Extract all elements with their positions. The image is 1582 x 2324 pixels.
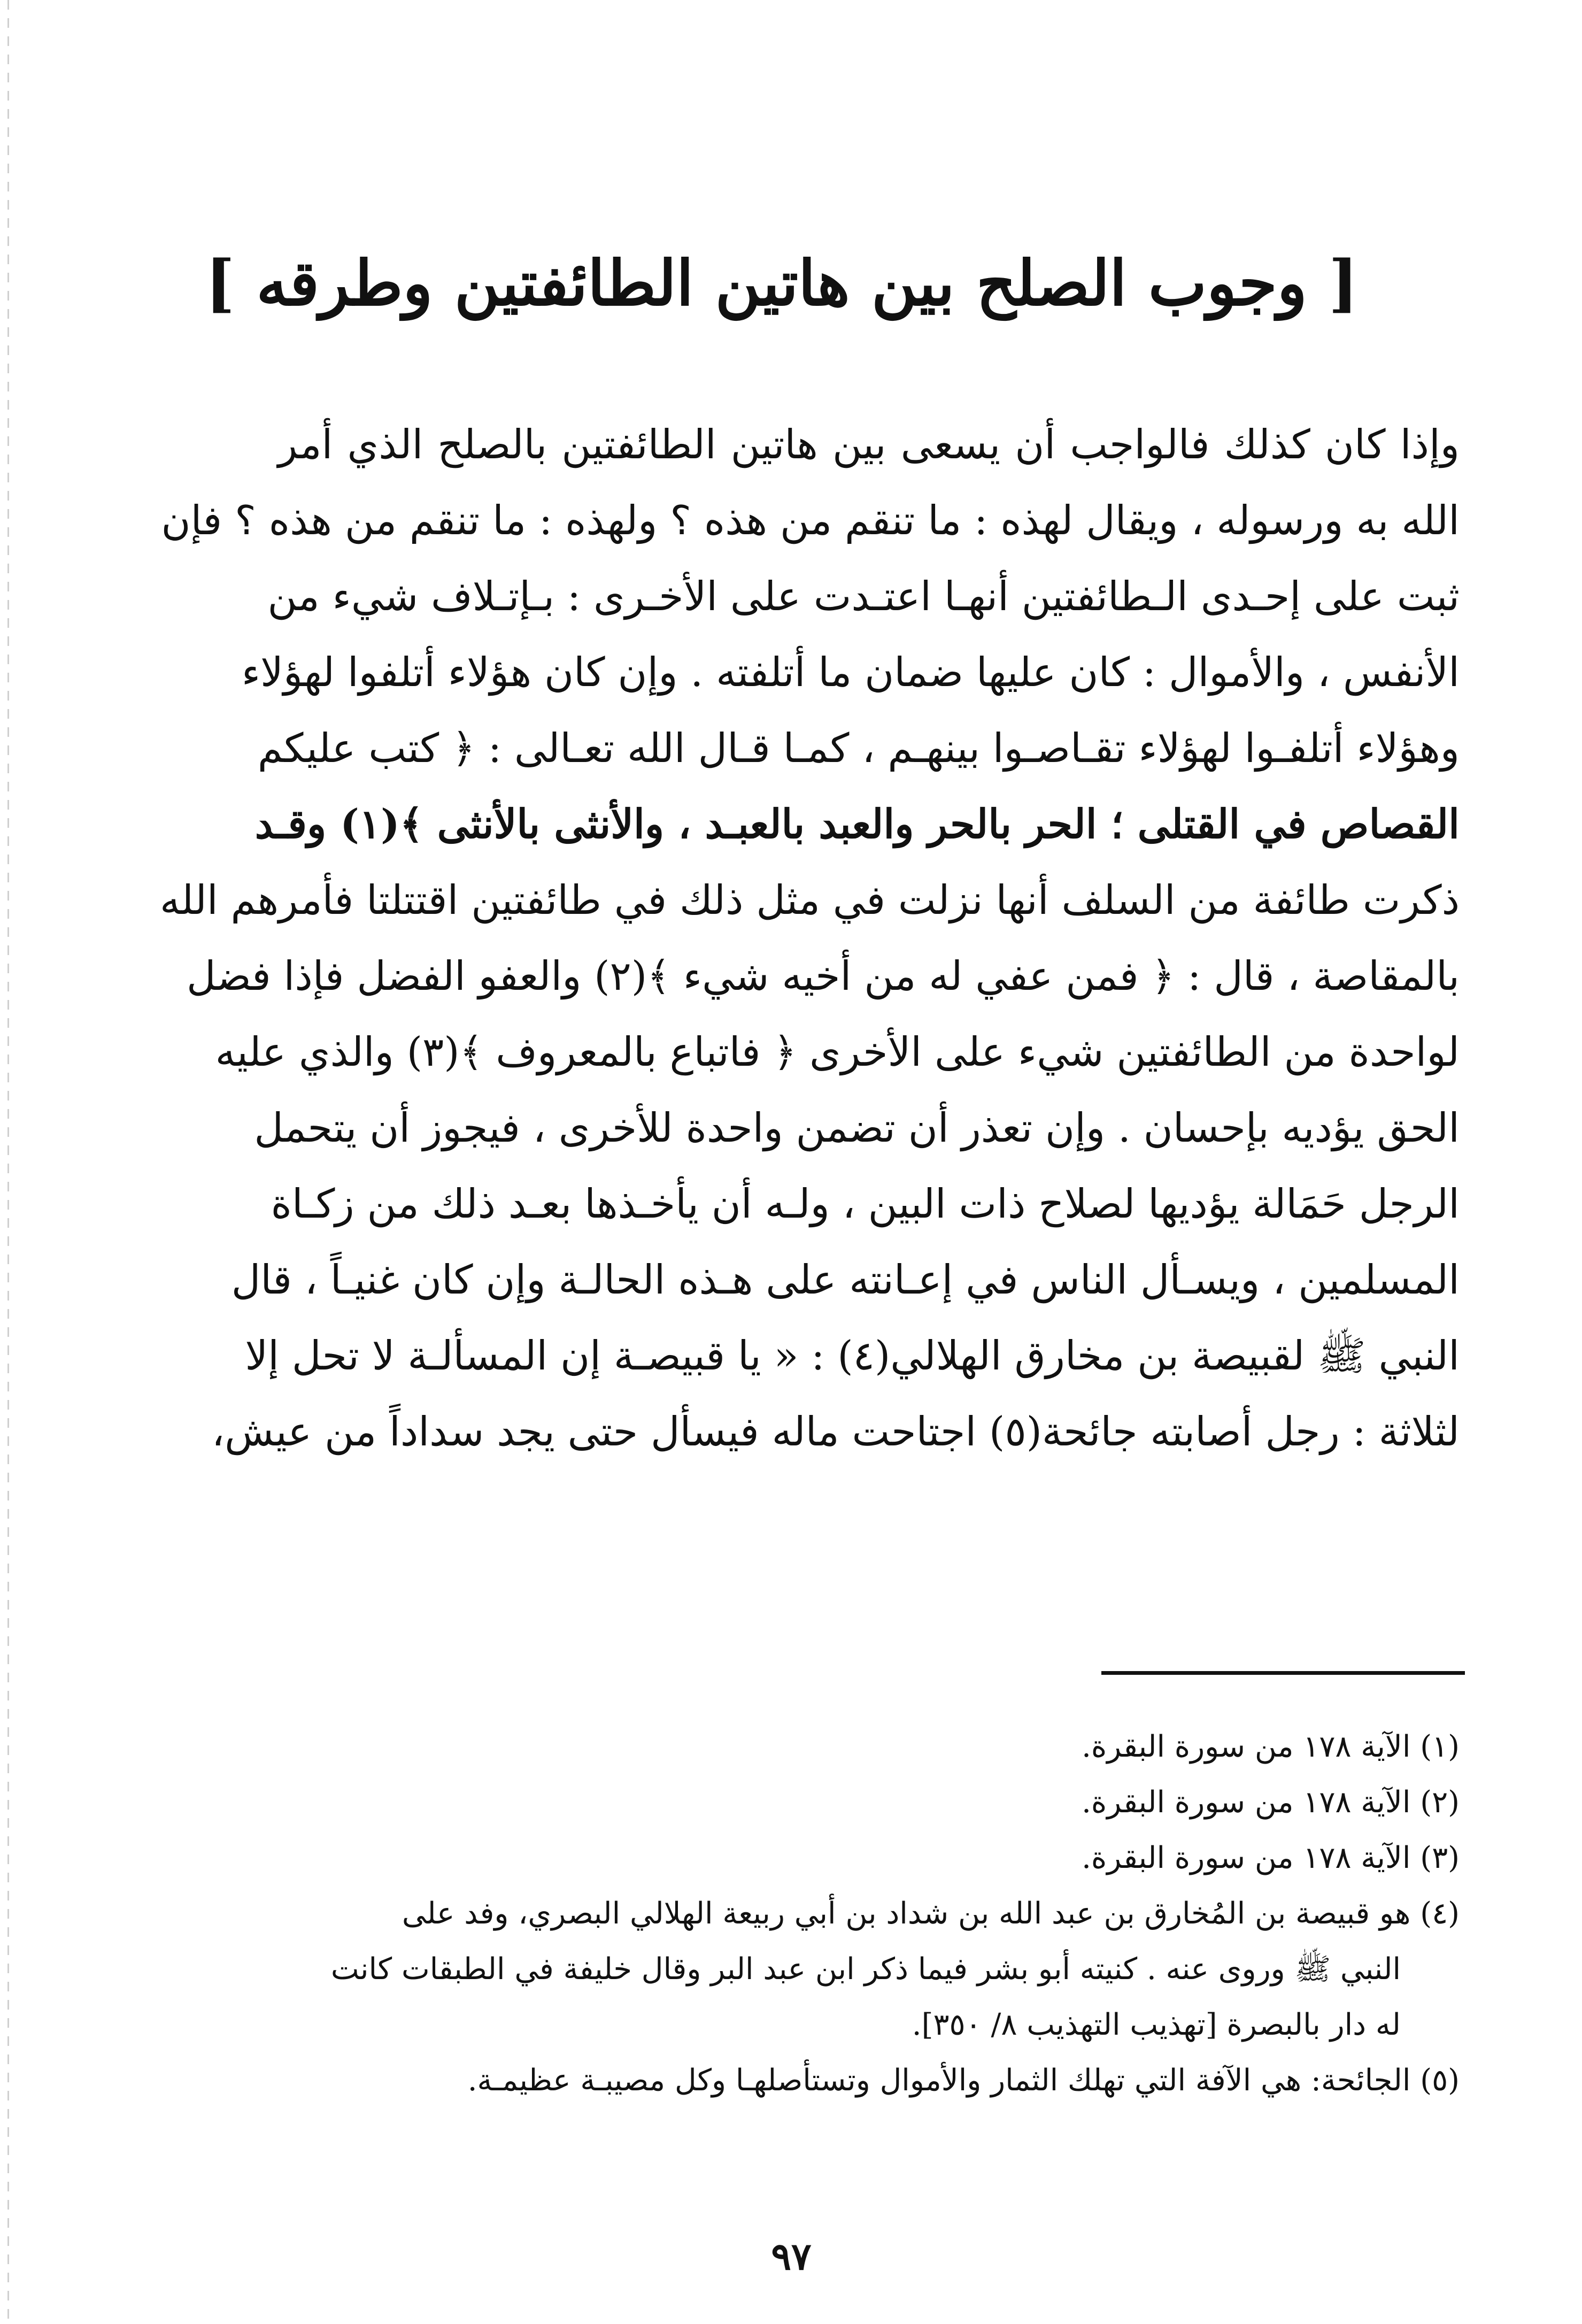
body-line-1: وإذا كان كذلك فالواجب أن يسعى بين هاتين الطائفتين بالصلح الذي أمر [278,421,1460,468]
footnote-3: (٣) الآية ١٧٨ من سورة البقرة. [1082,1841,1460,1875]
footnotes [278,1719,1460,2108]
body-line-7: ذكرت طائفة من السلف أنها نزلت في مثل ذلك في طائفتين اقتتلتا فأمرهم الله [159,876,1460,924]
body-line-4: الأنفس ، والأموال : كان عليها ضمان ما أتلفته . وإن كان هؤلاء أتلفوا لهؤلاء [241,649,1460,696]
body-line-13: النبي ﷺ لقبيصة بن مخارق الهلالي(٤) : « يا قبيصـة إن المسألـة لا تحل إلا [245,1332,1460,1379]
footnote-4-line-1: (٤) هو قبيصة بن المُخارق بن عبد الله بن شداد بن أبي ربيعة الهلالي البصري، وفد على [402,1896,1460,1931]
body-line-3: ثبت على إحـدى الـطائفتين أنهـا اعتـدت على الأخـرى : بـإتـلاف شيء من [267,573,1460,620]
footnote-2: (٢) الآية ١٧٨ من سورة البقرة. [1082,1785,1460,1820]
body-line-9: لواحدة من الطائفتين شيء على الأخرى ﴿ فاتباع بالمعروف ﴾(٣) والذي عليه [215,1028,1460,1075]
page-number: ٩٧ [771,2234,812,2279]
scan-binding-edge [7,0,9,2324]
footnote-5: (٥) الجائحة: هي الآفة التي تهلك الثمار والأموال وتستأصلهـا وكل مصيبـة عظيمـة. [467,2063,1460,2098]
body-line-10: الحق يؤديه بإحسان . وإن تعذر أن تضمن واحدة للأخرى ، فيجوز أن يتحمل [254,1104,1460,1151]
body-line-11: الرجل حَمَالة يؤديها لصلاح ذات البين ، ولـه أن يأخـذها بعـد ذلك من زكـاة [271,1180,1460,1227]
footnote-4 [278,1886,1460,2053]
footnote-separator [1101,1671,1465,1675]
body-line-8: بالمقاصة ، قال : ﴿ فمن عفي له من أخيه شيء ﴾(٢) والعفو الفضل فإذا فضل [187,952,1460,999]
section-heading: [ وجوب الصلح بين هاتين الطائفتين وطرقه ] [205,247,1358,320]
body-paragraph [159,406,1460,1469]
body-line-2: الله به ورسوله ، ويقال لهذه : ما تنقم من هذه ؟ ولهذه : ما تنقم من هذه ؟ فإن [161,497,1460,544]
footnote-1: (١) الآية ١٧٨ من سورة البقرة. [1082,1729,1460,1764]
footnote-4-line-2: النبي ﷺ وروى عنه . كنيته أبو بشر فيما ذكر ابن عبد البر وقال خليفة في الطبقات كانت [330,1952,1401,1987]
body-line-6: القصاص في القتلى ؛ الحر بالحر والعبد بالعبـد ، والأنثى بالأنثى ﴾(١) وقـد [254,801,1460,848]
footnote-4-line-3: له دار بالبصرة [تهذيب التهذيب ٨/ ٣٥٠]. [912,2007,1401,2042]
body-line-5: وهؤلاء أتلفـوا لهؤلاء تقـاصـوا بينهـم ، كمـا قـال الله تعـالى : ﴿ كتب عليكم [257,725,1460,772]
body-line-12: المسلمين ، ويسـأل الناس في إعـانته على هـذه الحالـة وإن كان غنيـاً ، قال [231,1256,1460,1303]
body-line-14: لثلاثة : رجل أصابته جائحة(٥) اجتاحت ماله فيسأل حتى يجد سداداً من عيش، [211,1408,1460,1455]
